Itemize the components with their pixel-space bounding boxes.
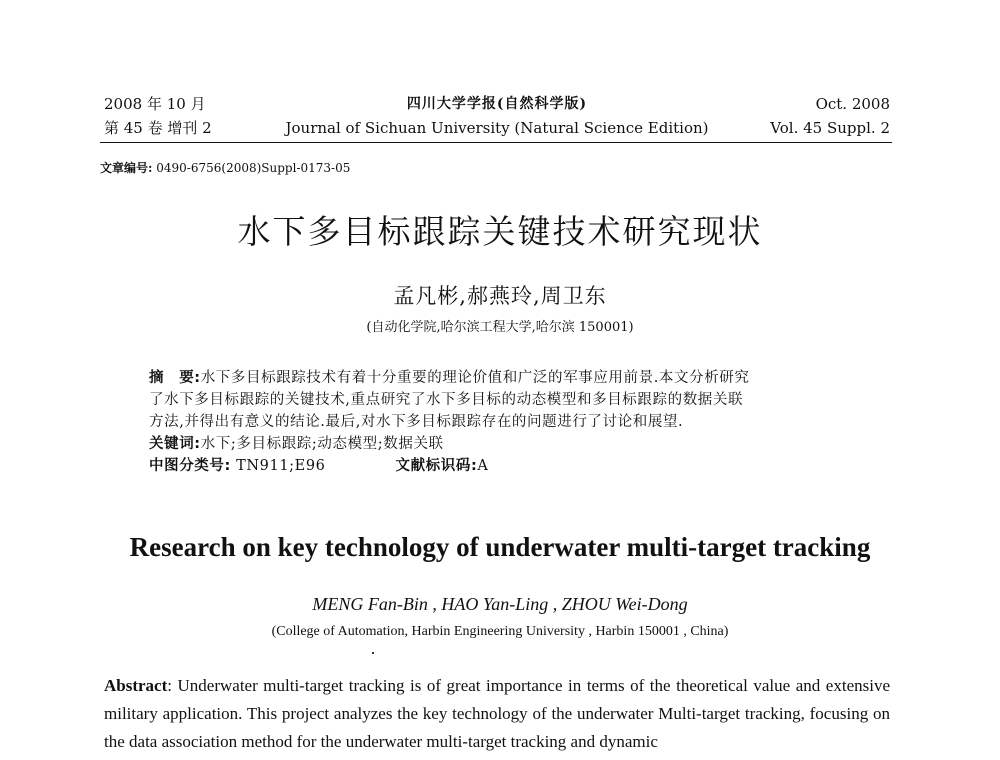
header-volume-en: Vol. 45 Suppl. 2 [770, 119, 890, 137]
keywords-cn-label: 关键词: [149, 436, 201, 452]
header-journal-en: Journal of Sichuan University (Natural Science Edition) [285, 119, 709, 137]
header-volume-cn: 第 45 卷 增刊 2 [104, 119, 212, 137]
clc-label: 中图分类号: [149, 458, 231, 474]
abstract-en-text: : Underwater multi-target tracking is of great importance in terms of the theoretical value and extensive military application. This project analyzes the key technology of the underwater Multi-target tracking, focusing on the data association method for the underwater multi-target tracking and dynamic [104, 676, 890, 751]
title-cn: 水下多目标跟踪关键技术研究现状 [237, 212, 763, 251]
doc-code-value: A [477, 458, 489, 474]
affiliation-en: (College of Automation, Harbin Engineering University , Harbin 150001 , China) [271, 624, 729, 639]
article-number [100, 159, 350, 176]
abstract-en [104, 672, 890, 756]
authors-cn: 孟凡彬,郝燕玲,周卫东 [393, 284, 607, 308]
stray-dot [372, 652, 374, 654]
abstract-cn-label: 摘 要: [149, 370, 201, 386]
abstract-cn [149, 367, 849, 477]
header-date-en: Oct. 2008 [815, 95, 890, 113]
header-rule [100, 142, 892, 143]
abstract-cn-line: 方法,并得出有意义的结论.最后,对水下多目标跟踪存在的问题进行了讨论和展望. [149, 414, 684, 430]
classification-line [149, 455, 849, 477]
abstract-cn-line: 摘 要:水下多目标跟踪技术有着十分重要的理论价值和广泛的军事应用前景.本文分析研究 [149, 370, 750, 386]
keywords-cn [149, 433, 849, 455]
header-journal-cn: 四川大学学报(自然科学版) [406, 96, 588, 112]
header-date-cn: 2008 年 10 月 [104, 95, 206, 113]
abstract-cn-line: 了水下多目标跟踪的关键技术,重点研究了水下多目标的动态模型和多目标跟踪的数据关联 [149, 392, 744, 408]
keywords-cn-value: 水下;多目标跟踪;动态模型;数据关联 [200, 436, 444, 452]
title-en: Research on key technology of underwater multi-target tracking [129, 532, 871, 562]
authors-en: MENG Fan-Bin , HAO Yan-Ling , ZHOU Wei-Dong [312, 594, 688, 614]
article-number-value: 0490-6756(2008)Suppl-0173-05 [156, 161, 351, 175]
clc-value: TN911;E96 [230, 458, 326, 474]
affiliation-cn: (自动化学院,哈尔滨工程大学,哈尔滨 150001) [366, 320, 634, 335]
abstract-en-label: Abstract [104, 676, 168, 695]
article-number-label: 文章编号: [100, 161, 153, 175]
doc-code-label: 文献标识码: [395, 458, 478, 474]
